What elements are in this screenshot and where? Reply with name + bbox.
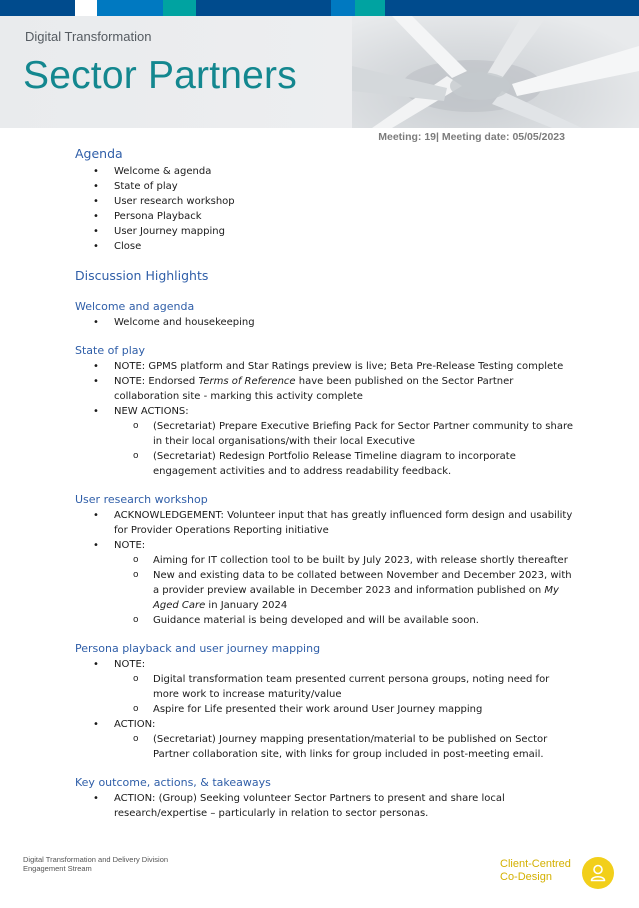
co-design-badge	[582, 857, 614, 889]
list-item: • NOTE: GPMS platform and Star Ratings preview is live; Beta Pre-Release Testing complete	[114, 359, 575, 374]
agenda-item: • Persona Playback	[114, 209, 575, 224]
list-item	[114, 374, 575, 404]
sub-list-item: o (Secretariat) Redesign Portfolio Release Timeline diagram to incorporate engagement activities and to address readability feedback.	[153, 449, 575, 479]
welcome-heading: Welcome and agenda	[75, 300, 195, 313]
tagline-line-1: Client-Centred	[500, 858, 571, 870]
research-list	[75, 508, 575, 628]
list-item	[114, 717, 575, 762]
sub-list-item: o (Secretariat) Prepare Executive Briefing Pack for Sector Partner community to share in their local organisations/with their local Executive	[153, 419, 575, 449]
note-suffix: in January 2024	[205, 600, 288, 611]
division-name: Digital Transformation and Delivery Division	[23, 855, 169, 864]
persona-actions-list	[114, 732, 575, 762]
research-notes-list	[114, 553, 575, 628]
agenda-heading: Agenda	[75, 146, 123, 161]
terms-of-reference-text: Terms of Reference	[198, 376, 296, 387]
persona-list	[75, 657, 575, 762]
list-item	[114, 657, 575, 717]
note-suffix: have been published on the Sector Partner collaboration site - marking this activity complete	[114, 376, 514, 402]
new-actions-list	[114, 419, 575, 479]
list-item	[114, 538, 575, 628]
agenda-item: • State of play	[114, 179, 575, 194]
header-kicker: Digital Transformation	[25, 29, 152, 44]
header-color-strip	[0, 0, 639, 16]
minutes-content	[75, 146, 575, 821]
agenda-item: • User Journey mapping	[114, 224, 575, 239]
state-list	[75, 359, 575, 479]
strip-segment	[75, 0, 97, 16]
sub-list-item: o (Secretariat) Journey mapping presentation/material to be published on Sector Partner collaboration site, with links for group included in post-meeting email.	[153, 732, 575, 762]
page-header	[0, 16, 639, 128]
persona-notes-list	[114, 672, 575, 717]
list-item: • ACKNOWLEDGEMENT: Volunteer input that has greatly influenced form design and usability for Provider Operations Reporting initiative	[114, 508, 575, 538]
hands-illustration	[352, 16, 639, 128]
welcome-list	[75, 315, 575, 330]
footer-tagline	[500, 858, 571, 884]
note-label: NOTE:	[114, 540, 146, 551]
sub-list-item: o Digital transformation team presented current persona groups, noting need for more work to increase maturity/value	[153, 672, 575, 702]
strip-segment	[331, 0, 355, 16]
sub-list-item: o Aiming for IT collection tool to be built by July 2023, with release shortly thereafter	[153, 553, 575, 568]
note-label: NOTE:	[114, 659, 146, 670]
sub-list-item	[153, 568, 575, 613]
list-item	[114, 404, 575, 479]
strip-segment	[0, 0, 75, 16]
note-prefix: NOTE: Endorsed	[114, 376, 199, 387]
note-prefix: New and existing data to be collated between November and December 2023, with a provider preview available in December 2023 and information published on	[153, 570, 572, 596]
person-icon	[582, 857, 614, 889]
strip-segment	[196, 0, 331, 16]
discussion-heading: Discussion Highlights	[75, 268, 209, 283]
strip-segment	[163, 0, 196, 16]
tagline-line-2: Co-Design	[500, 871, 552, 883]
outcomes-list	[75, 791, 575, 821]
agenda-item: • Welcome & agenda	[114, 164, 575, 179]
strip-segment	[97, 0, 163, 16]
stream-name: Engagement Stream	[23, 864, 92, 873]
list-item: • ACTION: (Group) Seeking volunteer Sector Partners to present and share local research/expertise – particularly in relation to sector personas.	[114, 791, 575, 821]
research-heading: User research workshop	[75, 493, 208, 506]
list-item: • Welcome and housekeeping	[114, 315, 575, 330]
sub-list-item: o Aspire for Life presented their work around User Journey mapping	[153, 702, 575, 717]
agenda-item: • User research workshop	[114, 194, 575, 209]
meeting-info: Meeting: 19| Meeting date: 05/05/2023	[378, 131, 565, 143]
my-aged-care-text: My Aged Care	[153, 585, 559, 611]
persona-heading: Persona playback and user journey mapping	[75, 642, 321, 655]
agenda-item: • Close	[114, 239, 575, 254]
teamwork-hands-photo	[352, 16, 639, 128]
strip-segment	[385, 0, 639, 16]
sub-list-item: o Guidance material is being developed and will be available soon.	[153, 613, 575, 628]
page-title: Sector Partners	[23, 54, 297, 97]
footer-division	[23, 855, 168, 873]
state-heading: State of play	[75, 344, 146, 357]
agenda-list	[75, 164, 575, 254]
strip-segment	[355, 0, 385, 16]
outcomes-heading: Key outcome, actions, & takeaways	[75, 776, 271, 789]
new-actions-label: NEW ACTIONS:	[114, 406, 189, 417]
action-label: ACTION:	[114, 719, 156, 730]
